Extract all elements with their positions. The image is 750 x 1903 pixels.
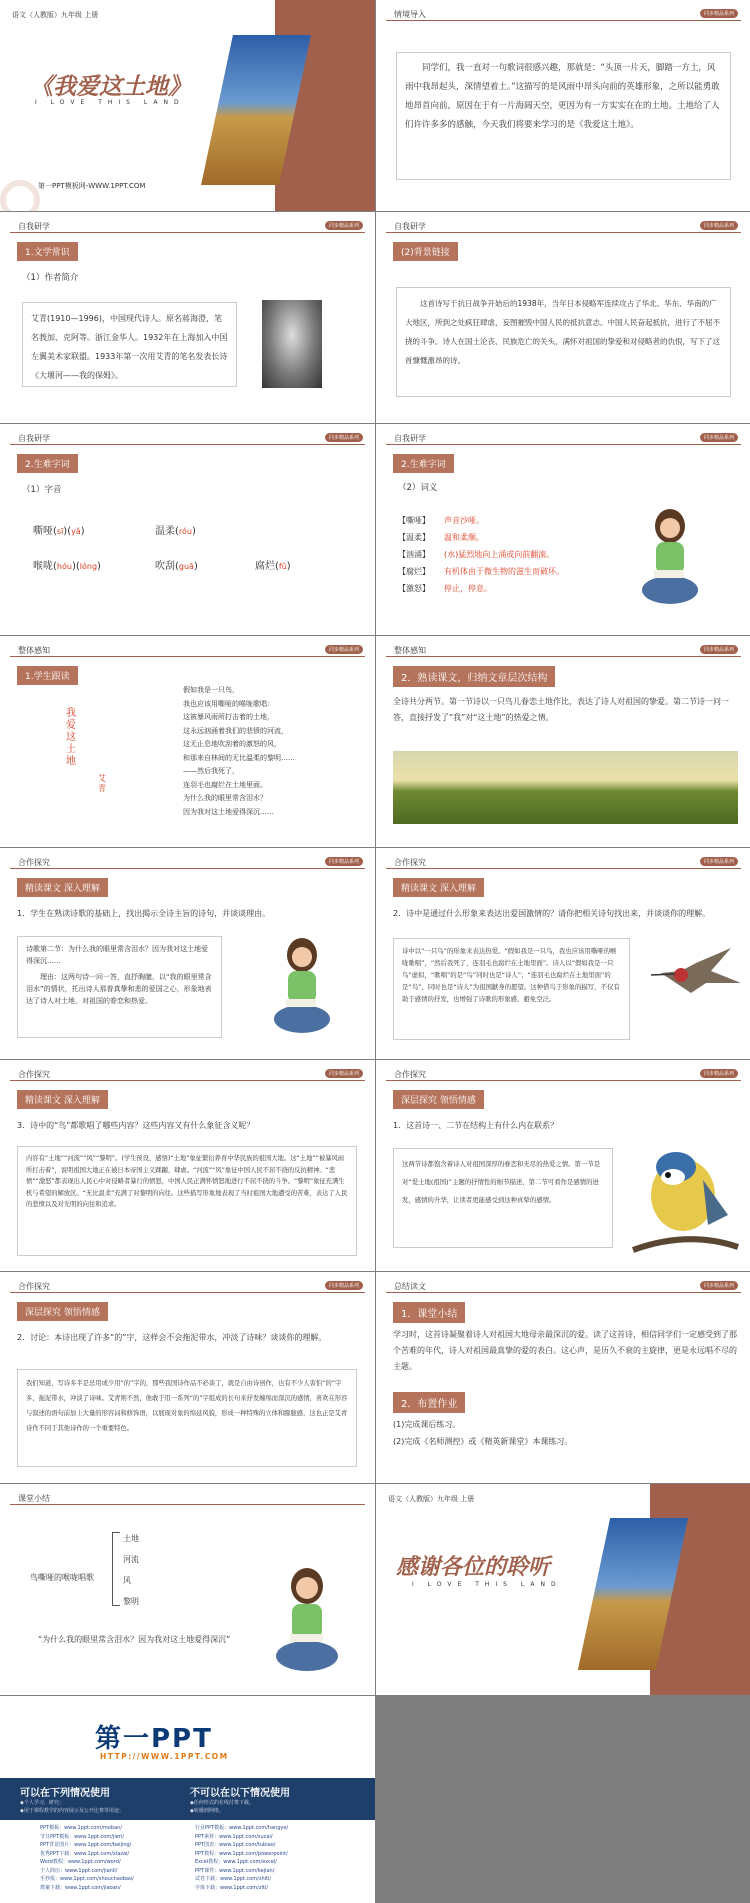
- links-left[interactable]: [40, 1824, 134, 1892]
- section-label: 自我研学: [394, 434, 426, 443]
- intro-text: 同学们，我一直对一句歌词很感兴趣，那就是：“头顶一片天，脚踏一方土，风雨中我昂起头，深情望着土。”这描写的是风雨中昂头向前的英雄形象，之所以能勇敢地昂首向前，原因在于有一片海阔天空，更因为有一方实实在在的土地。土地给了人们许许多多的感触，今天我们将要来学习的是《我爱这土地》。: [396, 52, 731, 180]
- word-2: 温柔(róu): [155, 526, 196, 537]
- girl-reading-image: [270, 933, 334, 1043]
- section-tag-summary: 1．课堂小结: [393, 1302, 465, 1323]
- question-2: 2．讨论：本诗出现了许多“的”字，这样会不会拖泥带水，冲淡了诗味？谈谈你的理解。: [17, 1333, 327, 1342]
- branch-item: 风: [123, 1576, 131, 1585]
- footer-text: 第一PPT模板网-WWW.1PPT.COM: [38, 182, 146, 190]
- cannot-use-heading: 不可以在以下情况使用: [190, 1788, 290, 1799]
- link-item[interactable]: 节日PPT模板：www.1ppt.com/jieri/: [40, 1833, 124, 1840]
- link-item[interactable]: PPT图表：www.1ppt.com/tubiao/: [195, 1842, 276, 1848]
- can-use-list: [20, 1799, 124, 1815]
- poem-line: 这永远汹涌着我们的悲愤的河流，: [183, 726, 288, 735]
- header-line: [386, 1280, 741, 1293]
- cannot-use-list: [190, 1799, 254, 1815]
- summary-quote: “为什么我的眼里常含泪水？因为我对这土地爱得深沉”: [38, 1635, 231, 1644]
- homework-1: (1)完成课后练习。: [393, 1420, 461, 1429]
- slide-14[interactable]: [376, 1272, 750, 1483]
- vocab-item: 【嘶哑】 声音沙哑。: [398, 516, 484, 525]
- section-tag: 深层探究 领悟情感: [17, 1302, 108, 1321]
- background-text: 这首诗写于抗日战争开始后的1938年，当年日本侵略军连续攻占了华北、华东、华南的广大地区，所到之处疯狂肆虐，妄图摧毁中国人民的抵抗意志。中国人民奋起抵抗，进行了不屈不挠的斗争。诗人在国土沦丧、民族危亡的关头，满怀对祖国的挚爱和对侵略者的仇恨，写下了这首慷慨激昂的诗。: [396, 287, 731, 397]
- section-tag: (2)背景链接: [393, 242, 458, 261]
- link-item[interactable]: PPT模板：www.1ppt.com/moban/: [40, 1825, 122, 1831]
- decor-circle: [0, 180, 40, 211]
- header-line: [10, 1280, 365, 1293]
- word-3: 喉咙(hóu)(lóng): [33, 561, 101, 572]
- slide-12[interactable]: [376, 1060, 750, 1271]
- link-item[interactable]: 优秀PPT下载：www.1ppt.com/xiazai/: [40, 1850, 130, 1857]
- poem-line: 连羽毛也腐烂在土地里面。: [183, 780, 267, 789]
- links-right[interactable]: [195, 1824, 288, 1892]
- poem-line: 和那来自林间的无比温柔的黎明……: [183, 753, 295, 762]
- section-label: 整体感知: [18, 646, 50, 655]
- header-line: [10, 432, 365, 445]
- sub-heading: （2）词义: [398, 483, 438, 493]
- header-line: [10, 1068, 365, 1081]
- answer-line: 诗歌第二节：为什么我的眼里常含泪水？因为我对这土地爱得深沉……: [26, 945, 208, 965]
- link-item[interactable]: 试卷下载：www.1ppt.com/shiti/: [195, 1876, 272, 1882]
- brand-badge: 同步精品系列: [700, 857, 738, 866]
- can-item: ◆用于课程教学的内容展示及公开比赛等用途；: [20, 1808, 124, 1814]
- answer-box: 内容有“土地”“河流”“风”“黎明”。(学生预设，感悟)“土地”象征繁衍养育中华民族的祖国大地。这“土地”“被暴风雨所打击着”，说明祖国大地正在被日本帝国主义蹂躏、肆虐。“河流”“风”象征中国人民不屈不挠的反抗精神。“悲愤”“激怒”都表现出人民心中对侵略者暴行的愤怒，中国人民正满怀愤怒地进行不屈不挠的斗争。“黎明”象征充满生机与希望的解放区。“无比温柔”充满了对黎明的向往。这些描写形象地表现了当时祖国大地遭受的苦难，表达了人民的悲愤以及对光明的向往和追求。: [17, 1146, 357, 1256]
- answer-box: 诗中以“一只鸟”的形象来表达热爱。“假如我是一只鸟，我也应该用嘶哑的喉咙歌唱”，“然后我死了，连羽毛也腐烂在土地里面”。诗人以“假如我是一只鸟”虚拟，“歌唱”的是“鸟”同时也是“诗人”；“连羽毛也腐烂在土地里面”的是“鸟”，同时也是“诗人”为祖国献身的愿望。这种借鸟于形象的描写，不仅有助于感情的抒发，也增强了诗歌的形象感，避免空泛。: [393, 938, 630, 1040]
- poem-line: 我也应该用嘶哑的喉咙歌唱：: [183, 699, 274, 708]
- brand-badge: 同步精品系列: [325, 221, 363, 230]
- poem-author-vertical: 艾青: [98, 774, 106, 793]
- slide-4[interactable]: [376, 212, 750, 423]
- author-bio: 艾青(1910—1996)，中国现代诗人。原名蒋海澄，笔名莪加、克阿等。浙江金华人。1932年在上海加入中国左翼美术家联盟。1933年第一次用艾青的笔名发表长诗《大堰河——我的保姆》。: [22, 302, 237, 387]
- question-1: 1．学生在熟读诗歌的基础上，找出揭示全诗主旨的诗句，并谈谈理由。: [17, 909, 271, 918]
- header-line: [386, 1068, 741, 1081]
- structure-text: 全诗共分两节。第一节诗以一只鸟儿眷恋土地作比，表达了诗人对祖国的挚爱。第二节诗一问一答，直接抒发了“我”对“这土地”的热爱之情。: [393, 697, 729, 722]
- homework-2: (2)完成《名师测控》或《精英新课堂》本课练习。: [393, 1437, 573, 1446]
- section-label: 合作探究: [394, 858, 426, 867]
- brand-badge: 同步精品系列: [700, 9, 738, 18]
- poem-line: 假如我是一只鸟，: [183, 686, 239, 694]
- slide-7[interactable]: [0, 636, 375, 847]
- branch-item: 河流: [123, 1555, 139, 1564]
- slide-1[interactable]: [0, 0, 375, 211]
- header-line: [386, 644, 741, 657]
- link-item[interactable]: Excel教程：www.1ppt.com/excel/: [195, 1859, 277, 1865]
- link-item[interactable]: 字体下载：www.1ppt.com/ziti/: [195, 1884, 268, 1891]
- poem-line: 为什么我的眼里常含泪水？: [183, 794, 267, 802]
- slide-header: 语文（人教版）九年级 上册: [388, 1495, 475, 1503]
- hummingbird-image: [651, 943, 746, 1013]
- slide-5[interactable]: [0, 424, 375, 635]
- brand-badge: 同步精品系列: [700, 433, 738, 442]
- section-tag: 2.生难字词: [17, 454, 78, 473]
- slide-6[interactable]: [376, 424, 750, 635]
- can-use-heading: 可以在下列情况使用: [20, 1788, 110, 1799]
- vocab-item: 【激怒】 停止，停息。: [398, 584, 492, 593]
- header-line: [10, 644, 365, 657]
- header-line: [10, 220, 365, 233]
- brand-badge: 同步精品系列: [325, 857, 363, 866]
- link-item[interactable]: 行业PPT模板：www.1ppt.com/hangye/: [195, 1825, 289, 1831]
- link-item[interactable]: PPT课件：www.1ppt.com/kejian/: [195, 1867, 275, 1874]
- section-tag: 1.文学常识: [17, 242, 78, 261]
- vocab-list: [398, 512, 564, 597]
- author-photo: [262, 300, 322, 388]
- slide-9[interactable]: [0, 848, 375, 1059]
- section-tag: 2.生难字词: [393, 454, 454, 473]
- slide-16[interactable]: [376, 1484, 750, 1695]
- poem-line: ——然后我死了，: [183, 767, 239, 775]
- answer-box: 这两节诗都饱含着诗人对祖国深厚的眷恋和无尽的热爱之情。第一节是对“爱土地(祖国)”主题的抒情性的细节描述，第二节可看作是感情的迸发，感情的升华，让读者更能感受到这种真挚的感情。: [393, 1148, 613, 1248]
- sub-heading: （1）字音: [22, 485, 62, 495]
- link-item[interactable]: PPT教程：www.1ppt.com/powerpoint/: [195, 1850, 288, 1857]
- section-label: 情境导入: [394, 10, 426, 19]
- poem-line: 这无止息地吹刮着的激怒的风，: [183, 740, 281, 748]
- thanks-title: 感谢各位的聆听: [396, 1555, 551, 1580]
- brand-badge: 同步精品系列: [700, 645, 738, 654]
- cannot-item: ◆转播到网络。: [190, 1808, 224, 1814]
- brand-badge: 同步精品系列: [325, 645, 363, 654]
- summary-text: 学习时，这首诗凝聚着诗人对祖国大地母亲最深沉的爱。读了这首诗，相信同学们一定感受到了那个苦难的年代，诗人对祖国最真挚的爱的表白。这心声，是历久不衰的主旋律，更是永远唱不尽的主题。: [393, 1330, 737, 1371]
- link-item[interactable]: 手抄报：www.1ppt.com/shouchaobao/: [40, 1876, 134, 1882]
- section-label: 整体感知: [394, 646, 426, 655]
- header-line: [10, 1492, 365, 1505]
- poem-line: 这被暴风雨所打击着的土地，: [183, 713, 274, 721]
- slide-2[interactable]: [376, 0, 750, 211]
- slide-subtitle: I LOVE THIS LAND: [412, 1581, 562, 1588]
- header-line: [386, 220, 741, 233]
- field-landscape-image: [393, 751, 738, 824]
- slide-3[interactable]: [0, 212, 375, 423]
- vocab-item: 【腐烂】 有机体由于微生物的滋生而破坏。: [398, 567, 564, 576]
- slide-subtitle: I LOVE THIS LAND: [35, 99, 185, 106]
- sub-heading: （1）作者简介: [22, 273, 79, 283]
- section-tag: 精读课文 深入理解: [17, 1090, 108, 1109]
- poem-line: 因为我对这土地爱得深沉……: [183, 807, 274, 816]
- section-tag: 精读课文 深入理解: [17, 878, 108, 897]
- poem-title-vertical: 我爱这土地: [66, 708, 76, 767]
- section-label: 总结读文: [394, 1282, 426, 1291]
- answer-reason: 理由：这两句诗一问一答，直抒胸臆，以“我的眼里常含泪水”的情状，托出诗人那眷真挚和悲的爱国之心，形象地表达了诗人对土地，对祖国的眷恋和热爱。: [26, 973, 212, 1005]
- vocab-item: 【汹涌】 (水)猛烈地向上涌或向前翻滚。: [398, 550, 555, 559]
- vocab-item: 【温柔】 温和柔顺。: [398, 533, 484, 542]
- summary-root: 鸟嘶哑的喉咙唱歌: [30, 1573, 94, 1582]
- header-line: [386, 432, 741, 445]
- link-item[interactable]: 教案下载：www.1ppt.com/jiaoan/: [40, 1884, 121, 1891]
- answer-box: [17, 936, 222, 1038]
- section-label: 合作探究: [394, 1070, 426, 1079]
- brand-badge: 同步精品系列: [325, 1069, 363, 1078]
- brand-badge: 同步精品系列: [325, 433, 363, 442]
- question-2: 2．诗中是通过什么形象来表达出爱国激情的？请你把相关诗句找出来，并谈谈你的理解。: [393, 909, 711, 918]
- word-1: 嘶哑(sī)(yǎ): [33, 526, 85, 537]
- slide-13[interactable]: [0, 1272, 375, 1483]
- bracket: [112, 1532, 120, 1606]
- summary-branches: [123, 1528, 139, 1612]
- word-5: 腐烂(fǔ): [255, 561, 291, 572]
- section-tag: 深层探究 领悟情感: [393, 1090, 484, 1109]
- answer-box: 我们知道，写诗多半是忌用或少用“的”字的，那些我国诗作品不必谈了，就是自由诗创作，也有不少人害怕“的”字多，拖泥带水，冲淡了诗味。艾青则不然，他敢于用一系列“的”字组成的长句来抒发缠绵而深沉的感情，喜欢在形容与叙述的语句前加上大量的形容词和修饰语，以展现对象的绵延风貌，形成一种特殊的立体和朦胧感，这也正是艾青诗作不同于其他诗作的一个重要特色。: [17, 1369, 357, 1467]
- section-tag: 精读课文 深入理解: [393, 878, 484, 897]
- poem-body: [183, 684, 295, 819]
- question-1: 1．这首诗一、二节在结构上有什么内在联系？: [393, 1121, 559, 1130]
- brand-badge: 同步精品系列: [700, 1281, 738, 1290]
- link-item[interactable]: Word教程：www.1ppt.com/word/: [40, 1859, 121, 1865]
- slide-header: 语文（人教版）九年级 上册: [12, 11, 99, 19]
- link-item[interactable]: PPT背景图片：www.1ppt.com/beijing/: [40, 1842, 132, 1848]
- brand-url[interactable]: HTTP://WWW.1PPT.COM: [100, 1752, 229, 1761]
- girl-reading-image: [638, 504, 702, 614]
- section-label: 合作探究: [18, 1070, 50, 1079]
- can-item: ◆个人学习、研究；: [20, 1800, 64, 1806]
- header-line: [386, 8, 741, 21]
- slide-17[interactable]: [0, 1696, 375, 1903]
- section-label: 合作探究: [18, 1282, 50, 1291]
- brand-badge: 同步精品系列: [325, 1281, 363, 1290]
- cannot-item: ◆任何形式的在线付费下载。: [190, 1800, 254, 1806]
- word-4: 吹刮(guā): [155, 561, 198, 572]
- header-line: [386, 856, 741, 869]
- section-label: 自我研学: [18, 434, 50, 443]
- slide-15[interactable]: [0, 1484, 375, 1695]
- link-item[interactable]: PPT素材：www.1ppt.com/sucai/: [195, 1833, 273, 1840]
- girl-reading-image: [272, 1562, 342, 1682]
- slide-title: 《我爱这土地》: [30, 73, 191, 100]
- bluetit-bird-image: [628, 1135, 740, 1260]
- brand-badge: 同步精品系列: [700, 221, 738, 230]
- section-label: 课堂小结: [18, 1494, 50, 1503]
- brand-badge: 同步精品系列: [700, 1069, 738, 1078]
- branch-item: 黎明: [123, 1597, 139, 1606]
- link-item[interactable]: 个人简历：www.1ppt.com/jianli/: [40, 1867, 118, 1874]
- section-label: 自我研学: [18, 222, 50, 231]
- section-label: 自我研学: [394, 222, 426, 231]
- section-label: 合作探究: [18, 858, 50, 867]
- slide-11[interactable]: [0, 1060, 375, 1271]
- section-tag: 1.学生跟读: [17, 666, 78, 685]
- brand-logo: 第一PPT: [95, 1724, 213, 1754]
- section-tag: 2．熟读课文，归纳文章层次结构: [393, 666, 555, 687]
- header-line: [10, 856, 365, 869]
- branch-item: 土地: [123, 1534, 139, 1543]
- slide-10[interactable]: [376, 848, 750, 1059]
- section-tag-homework: 2．布置作业: [393, 1392, 465, 1413]
- question-3: 3．诗中的“鸟”都歌唱了哪些内容？这些内容又有什么象征含义呢？: [17, 1121, 255, 1130]
- slide-8[interactable]: [376, 636, 750, 847]
